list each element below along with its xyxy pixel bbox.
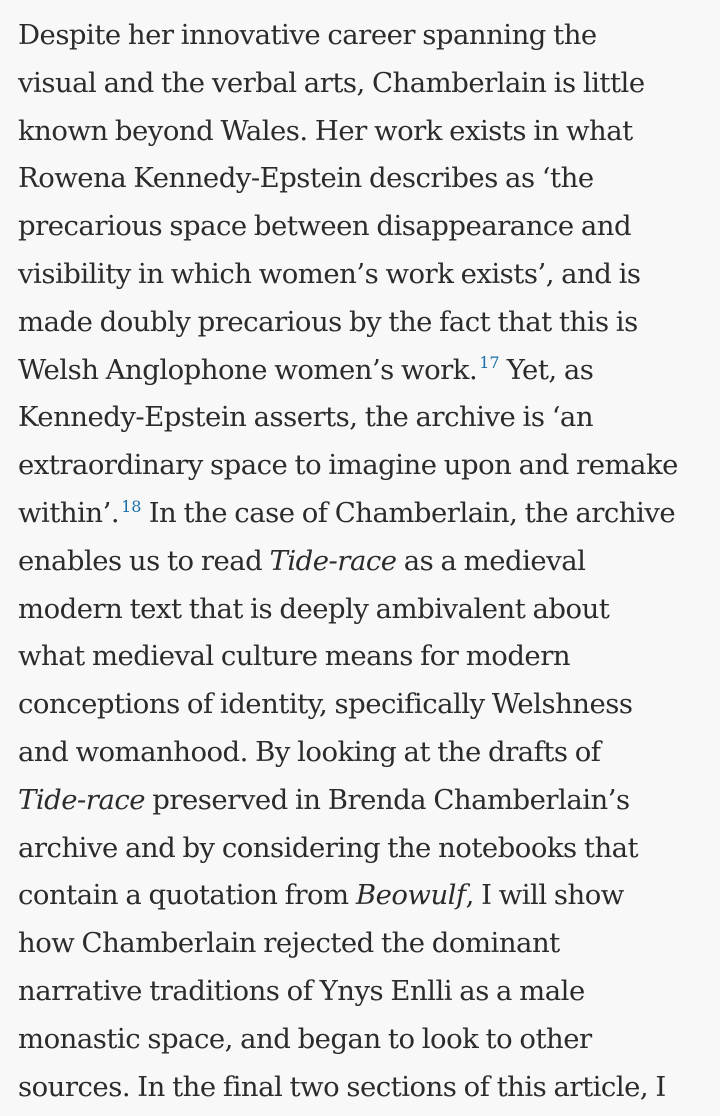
text-line — [18, 920, 718, 968]
text-line — [18, 203, 718, 251]
text-run: made doubly precarious by the fact that this is — [18, 305, 638, 338]
text-run: Rowena Kennedy-Epstein describes as ‘the — [18, 162, 594, 195]
text-run: enables us to read — [18, 544, 270, 577]
text-run: , I will show — [465, 879, 624, 912]
text-run: sources. In the final two sections of this article, I — [18, 1070, 666, 1103]
text-run: Kennedy-Epstein asserts, the archive is ‘an — [18, 401, 594, 434]
text-run: visual and the verbal arts, Chamberlain is little — [18, 66, 645, 99]
text-line — [18, 538, 718, 586]
italic-title: Beowulf — [355, 879, 466, 912]
text-run: narrative traditions of Ynys Enlli as a male — [18, 974, 585, 1007]
text-run: preserved in Brenda Chamberlain’s — [145, 783, 630, 816]
text-line — [18, 108, 718, 156]
text-line — [18, 729, 718, 777]
text-run: and womanhood. By looking at the drafts of — [18, 735, 601, 768]
text-run: Despite her innovative career spanning the — [18, 19, 597, 51]
text-run: how Chamberlain rejected the dominant — [18, 927, 560, 960]
text-line — [18, 825, 718, 873]
text-run: contain a quotation from — [18, 879, 356, 912]
footnote-link-17[interactable]: 17 — [479, 353, 500, 373]
text-run: monastic space, and began to look to other — [18, 1022, 592, 1055]
text-run: within’. — [18, 496, 120, 529]
text-run: conceptions of identity, specifically Welshness — [18, 688, 633, 721]
italic-title: Tide-race — [18, 783, 146, 816]
text-line — [18, 1064, 718, 1112]
text-run: Welsh Anglophone women’s work. — [18, 353, 478, 386]
text-line — [18, 872, 718, 920]
text-run: as a medieval — [396, 544, 586, 577]
text-run: visibility in which women’s work exists’, and is — [18, 257, 641, 290]
text-run: modern text that is deeply ambivalent about — [18, 592, 610, 625]
text-line — [18, 777, 718, 825]
text-line — [18, 968, 718, 1016]
text-line — [18, 442, 718, 490]
footnote-link-18[interactable]: 18 — [121, 496, 142, 516]
text-run: archive and by considering the notebooks that — [18, 831, 639, 864]
text-run: Yet, as — [499, 353, 594, 386]
italic-title: Tide-race — [269, 544, 397, 577]
text-run: known beyond Wales. Her work exists in what — [18, 114, 633, 147]
text-run: what medieval culture means for modern — [18, 640, 571, 673]
text-line — [18, 633, 718, 681]
text-line — [18, 394, 718, 442]
text-line — [18, 12, 718, 60]
text-run: In the case of Chamberlain, the archive — [141, 496, 676, 529]
text-line — [18, 490, 718, 538]
text-line — [18, 251, 718, 299]
text-run: extraordinary space to imagine upon and remake — [18, 449, 678, 482]
text-line — [18, 586, 718, 634]
text-line — [18, 347, 718, 395]
article-paragraph — [18, 12, 718, 1111]
text-line — [18, 1016, 718, 1064]
text-line — [18, 155, 718, 203]
text-run: precarious space between disappearance and — [18, 210, 632, 243]
text-line — [18, 299, 718, 347]
text-line — [18, 60, 718, 108]
text-line — [18, 681, 718, 729]
